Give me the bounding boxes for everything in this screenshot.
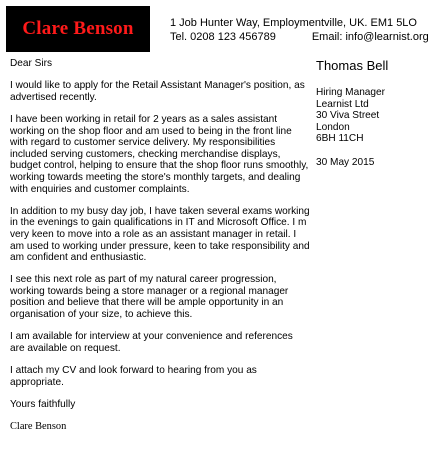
recipient-address-line: Learnist Ltd [316,98,369,110]
letter-paragraph: I have been working in retail for 2 years as a sales assistant working on the shop floor and am used to being in the front line with regard to customer service delivery. My responsibilities included serving customers, checking merchandise displays, budget control, helping to ensure that the shop floor runs smoothly, working towards meeting the store's monthly targets, and dealing with enquiries and customer complaints. [10,113,309,195]
recipient-block [316,58,414,169]
closing: Yours faithfully [10,398,76,410]
recipient-address-line: 30 Viva Street [316,110,380,122]
letter-paragraph: I am available for interview at your convenience and references are available on request. [10,331,293,354]
recipient-address-line: London [316,121,350,133]
sender-telephone: Tel. 0208 123 456789 [170,31,276,43]
recipient-address [316,87,414,145]
letter-paragraph: I attach my CV and look forward to hearing from you as appropriate. [10,365,257,388]
letter-paragraph: I would like to apply for the Retail Assistant Manager's position, as advertised recently. [10,80,305,103]
sender-contact [170,16,429,44]
sender-name: Clare Benson [22,18,134,39]
letter-paragraph: In addition to my busy day job, I have taken several exams working in the evenings to gain qualifications in IT and Microsoft Office. I m very keen to move into a role as an assistant manager in retail. I am used to working under pressure, keen to take responsibility and am confident and enthusiastic. [10,205,310,264]
signature: Clare Benson [10,421,67,432]
sender-address: 1 Job Hunter Way, Employmentville, UK. EM1 5LO [170,17,417,29]
letter-date: 30 May 2015 [316,156,375,168]
sender-contact-row [170,30,429,44]
letter-paragraph: I see this next role as part of my natural career progression, working towards being a store manager or a regional manager position and believe that there will be ample opportunity in an organisation of your size, to achieve this. [10,274,289,321]
name-banner [6,6,150,52]
recipient-address-line: Hiring Manager [316,87,386,98]
recipient-name: Thomas Bell [316,58,389,73]
letter-body [10,58,310,433]
salutation: Dear Sirs [10,58,53,69]
sender-email: Email: info@learnist.org [311,31,429,43]
recipient-address-line: 6BH 11CH [316,133,364,145]
